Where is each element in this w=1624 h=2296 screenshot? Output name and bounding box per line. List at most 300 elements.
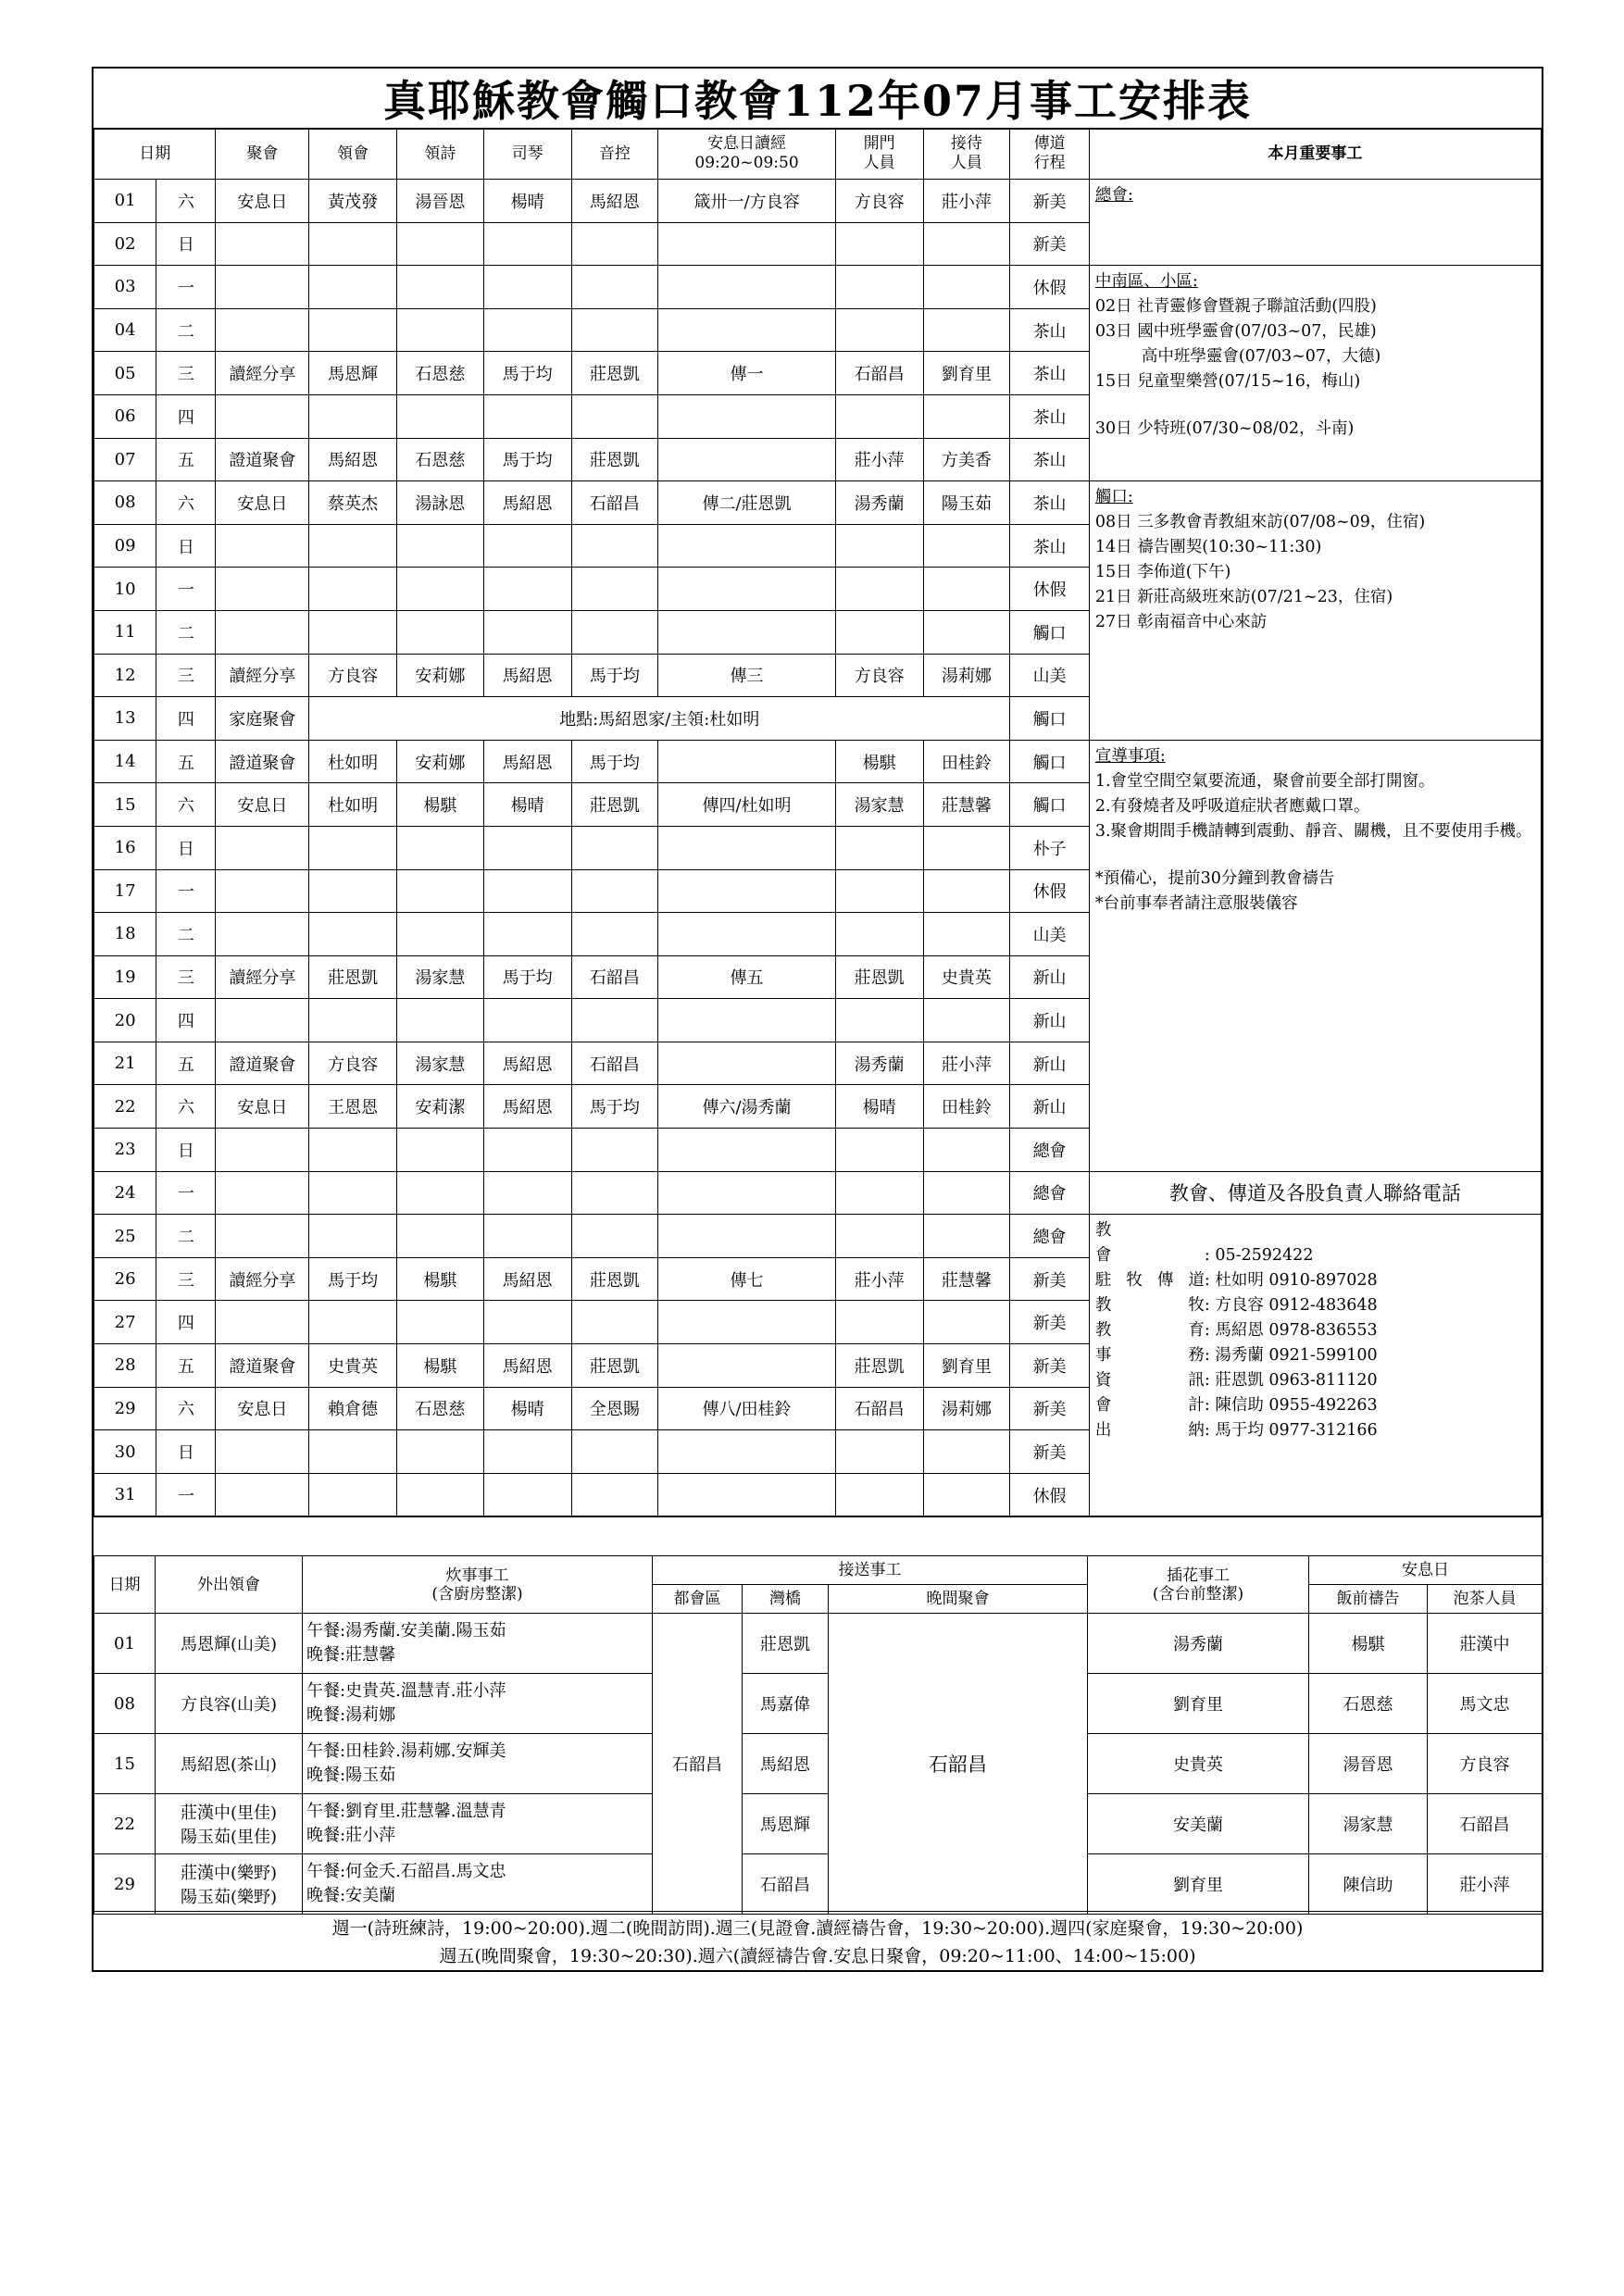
contact-item: 教育: 馬紹恩 0978-836553 — [1095, 1318, 1535, 1343]
cell-hymn: 安莉娜 — [397, 740, 484, 783]
weekday: 一 — [156, 1171, 216, 1215]
mission-trip: 總會 — [1010, 1171, 1090, 1215]
cell-lead — [309, 1171, 397, 1215]
weekday: 二 — [156, 1215, 216, 1258]
service-date: 08 — [94, 1674, 156, 1734]
mission-trip: 新美 — [1010, 1387, 1090, 1430]
day-number: 09 — [94, 524, 156, 568]
spacer-line — [1095, 394, 1535, 417]
cell-read — [658, 308, 836, 352]
out-leader-1: 莊漢中(樂野) — [180, 1864, 278, 1883]
mission-trip: 觸口 — [1010, 740, 1090, 783]
cell-lead: 黃茂發 — [309, 180, 397, 223]
cell-piano — [483, 1171, 571, 1215]
cell-door: 方良容 — [835, 180, 923, 223]
cell-piano: 馬紹恩 — [483, 1344, 571, 1388]
cell-host — [923, 568, 1010, 611]
dinner-team: 晚餐:安美蘭 — [306, 1886, 396, 1905]
cell-lead — [309, 524, 397, 568]
footer-line-2: 週五(晚間聚會，19:30~20:30).週六(讀經禱告會.安息日聚會，09:20~11:00、14:00~15:00) — [439, 1946, 1196, 1966]
meeting-type — [216, 1215, 309, 1258]
cell-piano: 馬紹恩 — [483, 654, 571, 697]
flower-duty: 安美蘭 — [1088, 1794, 1309, 1854]
contact-detail: 莊恩凱 0963-811120 — [1215, 1371, 1378, 1391]
cell-host — [923, 913, 1010, 956]
mission-trip: 新山 — [1010, 1085, 1090, 1129]
header-meeting: 聚會 — [216, 129, 309, 180]
weekday: 日 — [156, 222, 216, 266]
contact-title: 教會、傳道及各股負責人聯絡電話 — [1089, 1171, 1541, 1215]
day-number: 26 — [94, 1257, 156, 1301]
contact-list — [1089, 1215, 1541, 1516]
cell-read — [658, 999, 836, 1042]
weekday: 六 — [156, 481, 216, 525]
contact-detail: 杜如明 0910-897028 — [1215, 1271, 1378, 1291]
prayer-before-meal: 楊騏 — [1309, 1614, 1428, 1674]
mission-trip: 新美 — [1010, 1257, 1090, 1301]
weekday: 二 — [156, 610, 216, 654]
contact-item: 資訊: 莊恩凱 0963-811120 — [1095, 1368, 1535, 1393]
cell-door: 楊晴 — [835, 1085, 923, 1129]
cell-lead: 杜如明 — [309, 783, 397, 827]
cell-host — [923, 394, 1010, 438]
header-sabbath-time: 09:20~09:50 — [694, 154, 799, 172]
bridge-driver: 莊恩凱 — [743, 1614, 829, 1674]
kitchen-title: 炊事事工 — [445, 1566, 509, 1585]
cell-hymn — [397, 266, 484, 309]
cell-door: 湯秀蘭 — [835, 1042, 923, 1085]
meeting-type — [216, 568, 309, 611]
tea-duty: 馬文忠 — [1428, 1674, 1543, 1734]
cell-sound — [571, 222, 658, 266]
central-item: 02日 社青靈修會暨親子聯誼活動(四股) — [1094, 297, 1377, 317]
mission-trip: 休假 — [1010, 568, 1090, 611]
cell-host: 莊慧馨 — [923, 1257, 1010, 1301]
out-leader-1: 方良容(山美) — [180, 1695, 278, 1715]
cell-hymn: 安莉娜 — [397, 654, 484, 697]
service-date: 22 — [94, 1794, 156, 1854]
cell-read: 傳八/田桂鈴 — [658, 1387, 836, 1430]
kitchen-duty — [303, 1854, 653, 1915]
tea-duty: 方良容 — [1428, 1734, 1543, 1794]
day-number: 28 — [94, 1344, 156, 1388]
weekday: 五 — [156, 438, 216, 481]
cell-host — [923, 1301, 1010, 1344]
out-leader — [156, 1734, 303, 1794]
notice-item: *預備心，提前30分鐘到教會禱告 — [1094, 868, 1335, 888]
cell-sound — [571, 1430, 658, 1474]
header-hymn: 領詩 — [397, 129, 484, 180]
cell-host: 史貴英 — [923, 955, 1010, 999]
contact-detail: 陳信助 0955-492263 — [1215, 1396, 1378, 1416]
cell-door — [835, 1171, 923, 1215]
cell-host — [923, 869, 1010, 913]
cell-sound: 馬于均 — [571, 740, 658, 783]
cell-sound — [571, 568, 658, 611]
day-number: 10 — [94, 568, 156, 611]
out-leader-2: 陽玉茹(里佳) — [180, 1828, 278, 1847]
cell-sound — [571, 1171, 658, 1215]
schedule-row — [94, 740, 1542, 783]
cell-piano: 楊晴 — [483, 1387, 571, 1430]
weekday: 四 — [156, 999, 216, 1042]
meeting-type — [216, 1430, 309, 1474]
mission-trip: 茶山 — [1010, 308, 1090, 352]
cell-piano: 馬紹恩 — [483, 1042, 571, 1085]
section-divider — [94, 1516, 1542, 1556]
day-number: 11 — [94, 610, 156, 654]
dinner-team: 晚餐:湯莉娜 — [306, 1705, 396, 1725]
cell-read — [658, 1171, 836, 1215]
cell-lead — [309, 266, 397, 309]
cell-sound — [571, 1129, 658, 1172]
flower-duty: 史貴英 — [1088, 1734, 1309, 1794]
contact-detail: 馬于均 0977-312166 — [1215, 1421, 1378, 1441]
cell-door — [835, 1129, 923, 1172]
day-number: 30 — [94, 1430, 156, 1474]
service-header-date: 日期 — [94, 1556, 156, 1614]
weekday: 六 — [156, 1387, 216, 1430]
meeting-type — [216, 913, 309, 956]
cell-piano — [483, 524, 571, 568]
local-item: 08日 三多教會青教組來訪(07/08~09，住宿) — [1094, 513, 1426, 532]
service-header-metro: 都會區 — [653, 1585, 743, 1614]
cell-lead: 賴倉德 — [309, 1387, 397, 1430]
service-header-tea: 泡茶人員 — [1428, 1585, 1543, 1614]
mission-trip: 總會 — [1010, 1129, 1090, 1172]
day-number: 19 — [94, 955, 156, 999]
cell-read — [658, 266, 836, 309]
out-leader — [156, 1794, 303, 1854]
weekday: 五 — [156, 740, 216, 783]
hq-label: 總會: — [1094, 186, 1133, 205]
lunch-team: 午餐:劉育里.莊慧馨.溫慧青 — [306, 1802, 506, 1821]
cell-hymn: 楊騏 — [397, 1257, 484, 1301]
meeting-type: 讀經分享 — [216, 955, 309, 999]
contact-role: 出納 — [1094, 1421, 1205, 1441]
cell-sound: 莊恩凱 — [571, 1257, 658, 1301]
cell-sound — [571, 999, 658, 1042]
cell-read: 傳六/湯秀蘭 — [658, 1085, 836, 1129]
day-number: 31 — [94, 1473, 156, 1516]
cell-lead: 蔡英杰 — [309, 481, 397, 525]
cell-sound — [571, 913, 658, 956]
mission-trip: 休假 — [1010, 266, 1090, 309]
cell-door: 湯家慧 — [835, 783, 923, 827]
weekday: 三 — [156, 955, 216, 999]
cell-piano — [483, 913, 571, 956]
service-date: 01 — [94, 1614, 156, 1674]
cell-piano — [483, 394, 571, 438]
cell-sound: 石韶昌 — [571, 955, 658, 999]
cell-sound: 馬紹恩 — [571, 180, 658, 223]
cell-door: 莊小萍 — [835, 438, 923, 481]
cell-piano: 馬于均 — [483, 438, 571, 481]
meeting-type: 證道聚會 — [216, 438, 309, 481]
mission-trip: 新山 — [1010, 999, 1090, 1042]
meeting-type: 證道聚會 — [216, 740, 309, 783]
kitchen-duty — [303, 1734, 653, 1794]
mission-trip: 新山 — [1010, 1042, 1090, 1085]
weekday: 一 — [156, 869, 216, 913]
cell-host: 陽玉茹 — [923, 481, 1010, 525]
meeting-type: 讀經分享 — [216, 352, 309, 395]
cell-lead — [309, 1473, 397, 1516]
contact-detail: 方良容 0912-483648 — [1215, 1296, 1378, 1316]
cell-piano — [483, 266, 571, 309]
kitchen-duty — [303, 1674, 653, 1734]
header-date: 日期 — [94, 129, 216, 180]
contact-role: 教牧 — [1094, 1296, 1205, 1316]
out-leader-1: 馬恩輝(山美) — [180, 1635, 278, 1654]
meeting-type — [216, 1171, 309, 1215]
contact-role: 會計 — [1094, 1396, 1205, 1416]
contact-role: 駐牧傳道 — [1094, 1271, 1205, 1291]
meeting-type — [216, 826, 309, 869]
prayer-before-meal: 陳信助 — [1309, 1854, 1428, 1915]
bridge-driver: 馬嘉偉 — [743, 1674, 829, 1734]
cell-door — [835, 394, 923, 438]
day-number: 03 — [94, 266, 156, 309]
schedule-table — [94, 128, 1542, 1516]
out-leader — [156, 1614, 303, 1674]
cell-hymn — [397, 1129, 484, 1172]
day-number: 08 — [94, 481, 156, 525]
cell-read — [658, 1301, 836, 1344]
mission-trip: 總會 — [1010, 1215, 1090, 1258]
cell-door — [835, 999, 923, 1042]
weekday: 二 — [156, 308, 216, 352]
meeting-type — [216, 869, 309, 913]
header-mission: 傳道行程 — [1010, 129, 1090, 180]
meeting-type — [216, 1301, 309, 1344]
header-sabbath-reading-label: 安息日讀經 — [707, 134, 787, 153]
out-leader — [156, 1674, 303, 1734]
meeting-type: 安息日 — [216, 180, 309, 223]
central-item: 03日 國中班學靈會(07/03~07，民雄) — [1094, 322, 1377, 342]
cell-read: 傳四/杜如明 — [658, 783, 836, 827]
cell-sound: 莊恩凱 — [571, 438, 658, 481]
service-header-evening: 晚間聚會 — [829, 1585, 1088, 1614]
cell-read: 傳一 — [658, 352, 836, 395]
kitchen-duty — [303, 1614, 653, 1674]
header-sound: 音控 — [571, 129, 658, 180]
meeting-type: 安息日 — [216, 481, 309, 525]
cell-door — [835, 1473, 923, 1516]
page-title: 真耶穌教會觸口教會112年07月事工安排表 — [94, 69, 1542, 130]
mission-trip: 觸口 — [1010, 697, 1090, 741]
cell-piano — [483, 1215, 571, 1258]
contact-role: 教會 — [1094, 1221, 1184, 1266]
meeting-type: 安息日 — [216, 783, 309, 827]
cell-door — [835, 869, 923, 913]
tea-duty: 石韶昌 — [1428, 1794, 1543, 1854]
notice-item: *台前事奉者請注意服裝儀容 — [1094, 893, 1298, 913]
cell-sound: 莊恩凱 — [571, 1344, 658, 1388]
out-leader-1: 馬紹恩(茶山) — [180, 1755, 278, 1775]
bridge-driver: 馬紹恩 — [743, 1734, 829, 1794]
cell-lead: 方良容 — [309, 1042, 397, 1085]
bridge-driver: 石韶昌 — [743, 1854, 829, 1915]
cell-hymn: 石恩慈 — [397, 438, 484, 481]
cell-read — [658, 1042, 836, 1085]
cell-read: 傳三 — [658, 654, 836, 697]
service-header-pray: 飯前禱告 — [1309, 1585, 1428, 1614]
mission-trip: 山美 — [1010, 913, 1090, 956]
weekday: 一 — [156, 568, 216, 611]
day-number: 22 — [94, 1085, 156, 1129]
cell-hymn: 湯家慧 — [397, 955, 484, 999]
lunch-team: 午餐:何金夭.石韶昌.馬文忠 — [306, 1862, 506, 1881]
day-number: 05 — [94, 352, 156, 395]
cell-piano: 楊晴 — [483, 783, 571, 827]
cell-lead: 方良容 — [309, 654, 397, 697]
cell-hymn: 安莉潔 — [397, 1085, 484, 1129]
cell-hymn — [397, 826, 484, 869]
dinner-team: 晚餐:陽玉茹 — [306, 1766, 396, 1785]
local-item: 27日 彰南福音中心來訪 — [1094, 613, 1268, 632]
cell-lead: 杜如明 — [309, 740, 397, 783]
contact-item: 事務: 湯秀蘭 0921-599100 — [1095, 1343, 1535, 1368]
day-number: 29 — [94, 1387, 156, 1430]
weekday: 日 — [156, 524, 216, 568]
service-header-transport: 接送事工 — [653, 1556, 1088, 1585]
day-number: 01 — [94, 180, 156, 223]
cell-host — [923, 1129, 1010, 1172]
weekly-footer — [94, 1911, 1542, 1973]
dinner-team: 晚餐:莊小萍 — [306, 1826, 396, 1845]
weekday: 三 — [156, 654, 216, 697]
day-number: 15 — [94, 783, 156, 827]
meeting-type: 讀經分享 — [216, 1257, 309, 1301]
cell-piano — [483, 308, 571, 352]
cell-read — [658, 1473, 836, 1516]
cell-sound — [571, 394, 658, 438]
cell-sound: 馬于均 — [571, 654, 658, 697]
cell-host — [923, 1473, 1010, 1516]
mission-trip: 休假 — [1010, 1473, 1090, 1516]
service-date: 15 — [94, 1734, 156, 1794]
cell-read: 傳五 — [658, 955, 836, 999]
mission-trip: 茶山 — [1010, 352, 1090, 395]
mission-trip: 新美 — [1010, 1301, 1090, 1344]
cell-door — [835, 1301, 923, 1344]
mission-trip: 新美 — [1010, 180, 1090, 223]
cell-piano: 馬于均 — [483, 955, 571, 999]
cell-hymn — [397, 222, 484, 266]
cell-door: 楊騏 — [835, 740, 923, 783]
cell-read — [658, 740, 836, 783]
prayer-before-meal: 湯晉恩 — [1309, 1734, 1428, 1794]
local-item: 21日 新莊高級班來訪(07/21~23，住宿) — [1094, 588, 1393, 607]
cell-host: 莊小萍 — [923, 1042, 1010, 1085]
panel-hq — [1089, 180, 1541, 266]
cell-piano — [483, 610, 571, 654]
cell-hymn — [397, 1301, 484, 1344]
schedule-row — [94, 481, 1542, 525]
cell-sound — [571, 869, 658, 913]
flower-duty: 劉育里 — [1088, 1854, 1309, 1915]
cell-host: 湯莉娜 — [923, 1387, 1010, 1430]
day-number: 07 — [94, 438, 156, 481]
cell-host — [923, 1430, 1010, 1474]
weekday: 一 — [156, 1473, 216, 1516]
cell-piano: 馬紹恩 — [483, 1257, 571, 1301]
cell-lead — [309, 610, 397, 654]
dinner-team: 晚餐:莊慧馨 — [306, 1645, 396, 1665]
service-row — [94, 1734, 1543, 1794]
cell-door: 石韶昌 — [835, 1387, 923, 1430]
weekday: 三 — [156, 1257, 216, 1301]
cell-read — [658, 869, 836, 913]
meeting-type: 安息日 — [216, 1085, 309, 1129]
cell-host: 田桂鈴 — [923, 740, 1010, 783]
cell-hymn — [397, 610, 484, 654]
weekday: 四 — [156, 394, 216, 438]
meeting-type: 讀經分享 — [216, 654, 309, 697]
service-header-flower — [1088, 1556, 1309, 1614]
weekday: 五 — [156, 1042, 216, 1085]
meeting-type: 證道聚會 — [216, 1344, 309, 1388]
weekday: 日 — [156, 1129, 216, 1172]
cell-host — [923, 308, 1010, 352]
central-item: 高中班學靈會(07/03~07，大德) — [1141, 347, 1381, 367]
meeting-type — [216, 524, 309, 568]
cell-sound — [571, 1473, 658, 1516]
weekday: 六 — [156, 1085, 216, 1129]
cell-lead: 史貴英 — [309, 1344, 397, 1388]
flower-duty: 湯秀蘭 — [1088, 1614, 1309, 1674]
cell-sound: 莊恩凱 — [571, 783, 658, 827]
cell-piano — [483, 826, 571, 869]
notice-item: 3.聚會期間手機請轉到震動、靜音、關機，且不要使用手機。 — [1094, 821, 1532, 841]
contact-detail: 馬紹恩 0978-836553 — [1215, 1321, 1378, 1341]
contact-item: 會計: 陳信助 0955-492263 — [1095, 1393, 1535, 1418]
cell-read: 傳七 — [658, 1257, 836, 1301]
cell-door — [835, 568, 923, 611]
contact-item: 教會 : 05-2592422 — [1095, 1218, 1535, 1268]
meeting-type — [216, 1129, 309, 1172]
mission-trip: 茶山 — [1010, 394, 1090, 438]
cell-lead — [309, 568, 397, 611]
cell-lead — [309, 222, 397, 266]
meeting-type — [216, 999, 309, 1042]
mission-trip: 茶山 — [1010, 524, 1090, 568]
cell-piano: 馬紹恩 — [483, 740, 571, 783]
cell-door: 方良容 — [835, 654, 923, 697]
cell-host — [923, 1215, 1010, 1258]
cell-read — [658, 1430, 836, 1474]
metro-driver: 石韶昌 — [653, 1614, 743, 1915]
cell-hymn — [397, 568, 484, 611]
lunch-team: 午餐:史貴英.溫慧青.莊小萍 — [306, 1681, 506, 1701]
cell-read — [658, 438, 836, 481]
weekday: 一 — [156, 266, 216, 309]
service-row — [94, 1854, 1543, 1915]
notice-label: 宣導事項: — [1094, 746, 1166, 766]
header-lead: 領會 — [309, 129, 397, 180]
cell-sound — [571, 1215, 658, 1258]
mission-trip: 觸口 — [1010, 610, 1090, 654]
cell-lead: 馬紹恩 — [309, 438, 397, 481]
day-number: 24 — [94, 1171, 156, 1215]
cell-hymn: 石恩慈 — [397, 352, 484, 395]
prayer-before-meal: 石恩慈 — [1309, 1674, 1428, 1734]
contact-role: 資訊 — [1094, 1371, 1205, 1391]
cell-hymn: 石恩慈 — [397, 1387, 484, 1430]
mission-trip: 休假 — [1010, 869, 1090, 913]
cell-piano: 馬紹恩 — [483, 1085, 571, 1129]
